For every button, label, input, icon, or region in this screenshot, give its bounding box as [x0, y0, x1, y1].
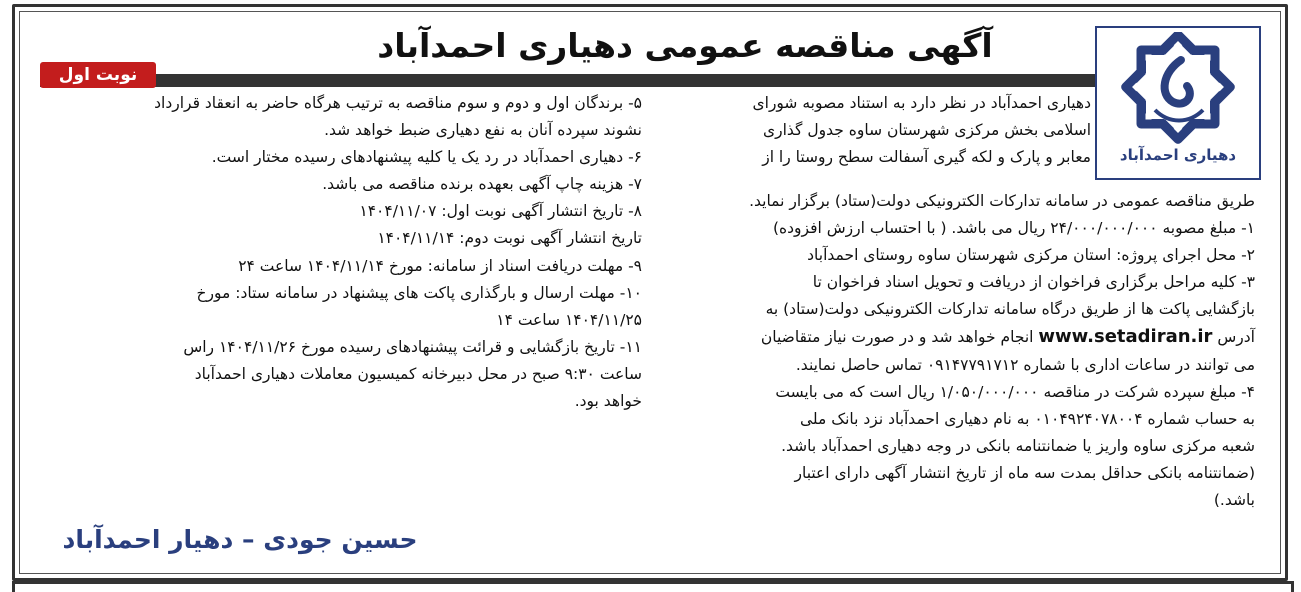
item-11-line-3: خواهد بود. [574, 392, 642, 411]
item-8-line-2: تاریخ انتشار آگهی نوبت دوم: ۱۴۰۴/۱۱/۱۴ [377, 229, 642, 248]
round-badge: نوبت اول [40, 62, 156, 88]
logo-caption: دهیاری احمدآباد [1119, 146, 1237, 164]
next-notice-border [12, 581, 1294, 592]
item-7: ۷- هزینه چاپ آگهی بعهده برنده مناقصه می باشد. [322, 175, 642, 194]
left-column [40, 90, 642, 415]
logo [1095, 26, 1261, 180]
item-11-line-2: ساعت ۹:۳۰ صبح در محل دبیرخانه کمیسیون معاملات دهیاری احمدآباد [194, 364, 642, 383]
item-5-line-1: ۵- برندگان اول و دوم و سوم مناقصه به ترتیب هرگاه حاضر به انعقاد قرارداد [154, 94, 642, 112]
intro-line-3: معابر و پارک و لکه گیری آسفالت سطح روستا را از [762, 148, 1091, 167]
item-3-line-1: ۳- کلیه مراحل برگزاری فراخوان از دریافت و تحویل اسناد فراخوان تا [812, 273, 1255, 292]
item-6: ۶- دهیاری احمدآباد در رد یک یا کلیه پیشنهادهای رسیده مختار است. [211, 148, 642, 167]
dehyari-star-logo-icon [1119, 32, 1237, 144]
address-label: آدرس [1217, 328, 1255, 347]
item-9: ۹- مهلت دریافت اسناد از سامانه: مورخ ۱۴۰۴/۱۱/۱۴ ساعت ۲۴ [238, 256, 642, 275]
setadiran-link[interactable]: www.setadiran.ir [1038, 326, 1213, 348]
item-3-line-2: بازگشایی پاکت ها از طریق درگاه سامانه تدارکات الکترونیکی دولت(ستاد) به [765, 300, 1255, 319]
item-4-line-1: ۴- مبلغ سپرده شرکت در مناقصه ۱/۰۵۰/۰۰۰/۰۰۰ ریال است که می بایست [775, 382, 1255, 401]
item-4-line-2: به حساب شماره ۰۱۰۴۹۲۴۰۷۸۰۰۴ به نام دهیاری احمدآباد نزد بانک ملی [799, 409, 1255, 428]
title-underline-bar [40, 74, 1098, 87]
address-tail: انجام خواهد شد و در صورت نیاز متقاضیان [760, 328, 1034, 347]
notice-title: آگهی مناقصه عمومی دهیاری احمدآباد [377, 26, 993, 65]
item-2: ۲- محل اجرای پروژه: استان مرکزی شهرستان ساوه روستای احمدآباد [807, 246, 1255, 265]
item-10-line-2: ۱۴۰۴/۱۱/۲۵ ساعت ۱۴ [496, 310, 642, 329]
intro-line-1: دهیاری احمدآباد در نظر دارد به استناد مصوبه شورای [752, 94, 1091, 112]
intro-line-2: اسلامی بخش مرکزی شهرستان ساوه جدول گذاری [763, 121, 1091, 140]
item-3-line-3 [655, 323, 1255, 351]
item-8-line-1: ۸- تاریخ انتشار آگهی نوبت اول: ۱۴۰۴/۱۱/۰۷ [359, 202, 642, 221]
intro-line-4: طریق مناقصه عمومی در سامانه تدارکات الکترونیکی دولت(ستاد) برگزار نماید. [749, 192, 1255, 210]
item-10-line-1: ۱۰- مهلت ارسال و بارگذاری پاکت های پیشنهاد در سامانه ستاد: مورخ [196, 283, 642, 302]
item-4-line-4: (ضمانتنامه بانکی حداقل بمدت سه ماه از تاریخ انتشار آگهی دارای اعتبار [794, 463, 1255, 482]
item-11-line-1: ۱۱- تاریخ بازگشایی و قرائت پیشنهادهای رسیده مورخ ۱۴۰۴/۱۱/۲۶ راس [183, 337, 642, 356]
item-4-line-5: باشد.) [1213, 491, 1255, 510]
right-column [655, 188, 1255, 514]
intro-block [655, 90, 1091, 171]
signature: حسین جودی – دهیار احمدآباد [62, 525, 418, 554]
item-4-line-3: شعبه مرکزی ساوه واریز یا ضمانتنامه بانکی در وجه دهیاری احمدآباد باشد. [781, 436, 1255, 455]
item-5-line-2: نشوند سپرده آنان به نفع دهیاری ضبط خواهد شد. [324, 121, 642, 140]
item-3-line-4: می توانند در ساعات اداری با شماره ۰۹۱۴۷۷۹۱۷۱۲ تماس حاصل نمایند. [795, 355, 1255, 374]
item-1: ۱- مبلغ مصوبه ۲۴/۰۰۰/۰۰۰/۰۰۰ ریال می باشد. ( با احتساب ارزش افزوده) [772, 219, 1255, 238]
